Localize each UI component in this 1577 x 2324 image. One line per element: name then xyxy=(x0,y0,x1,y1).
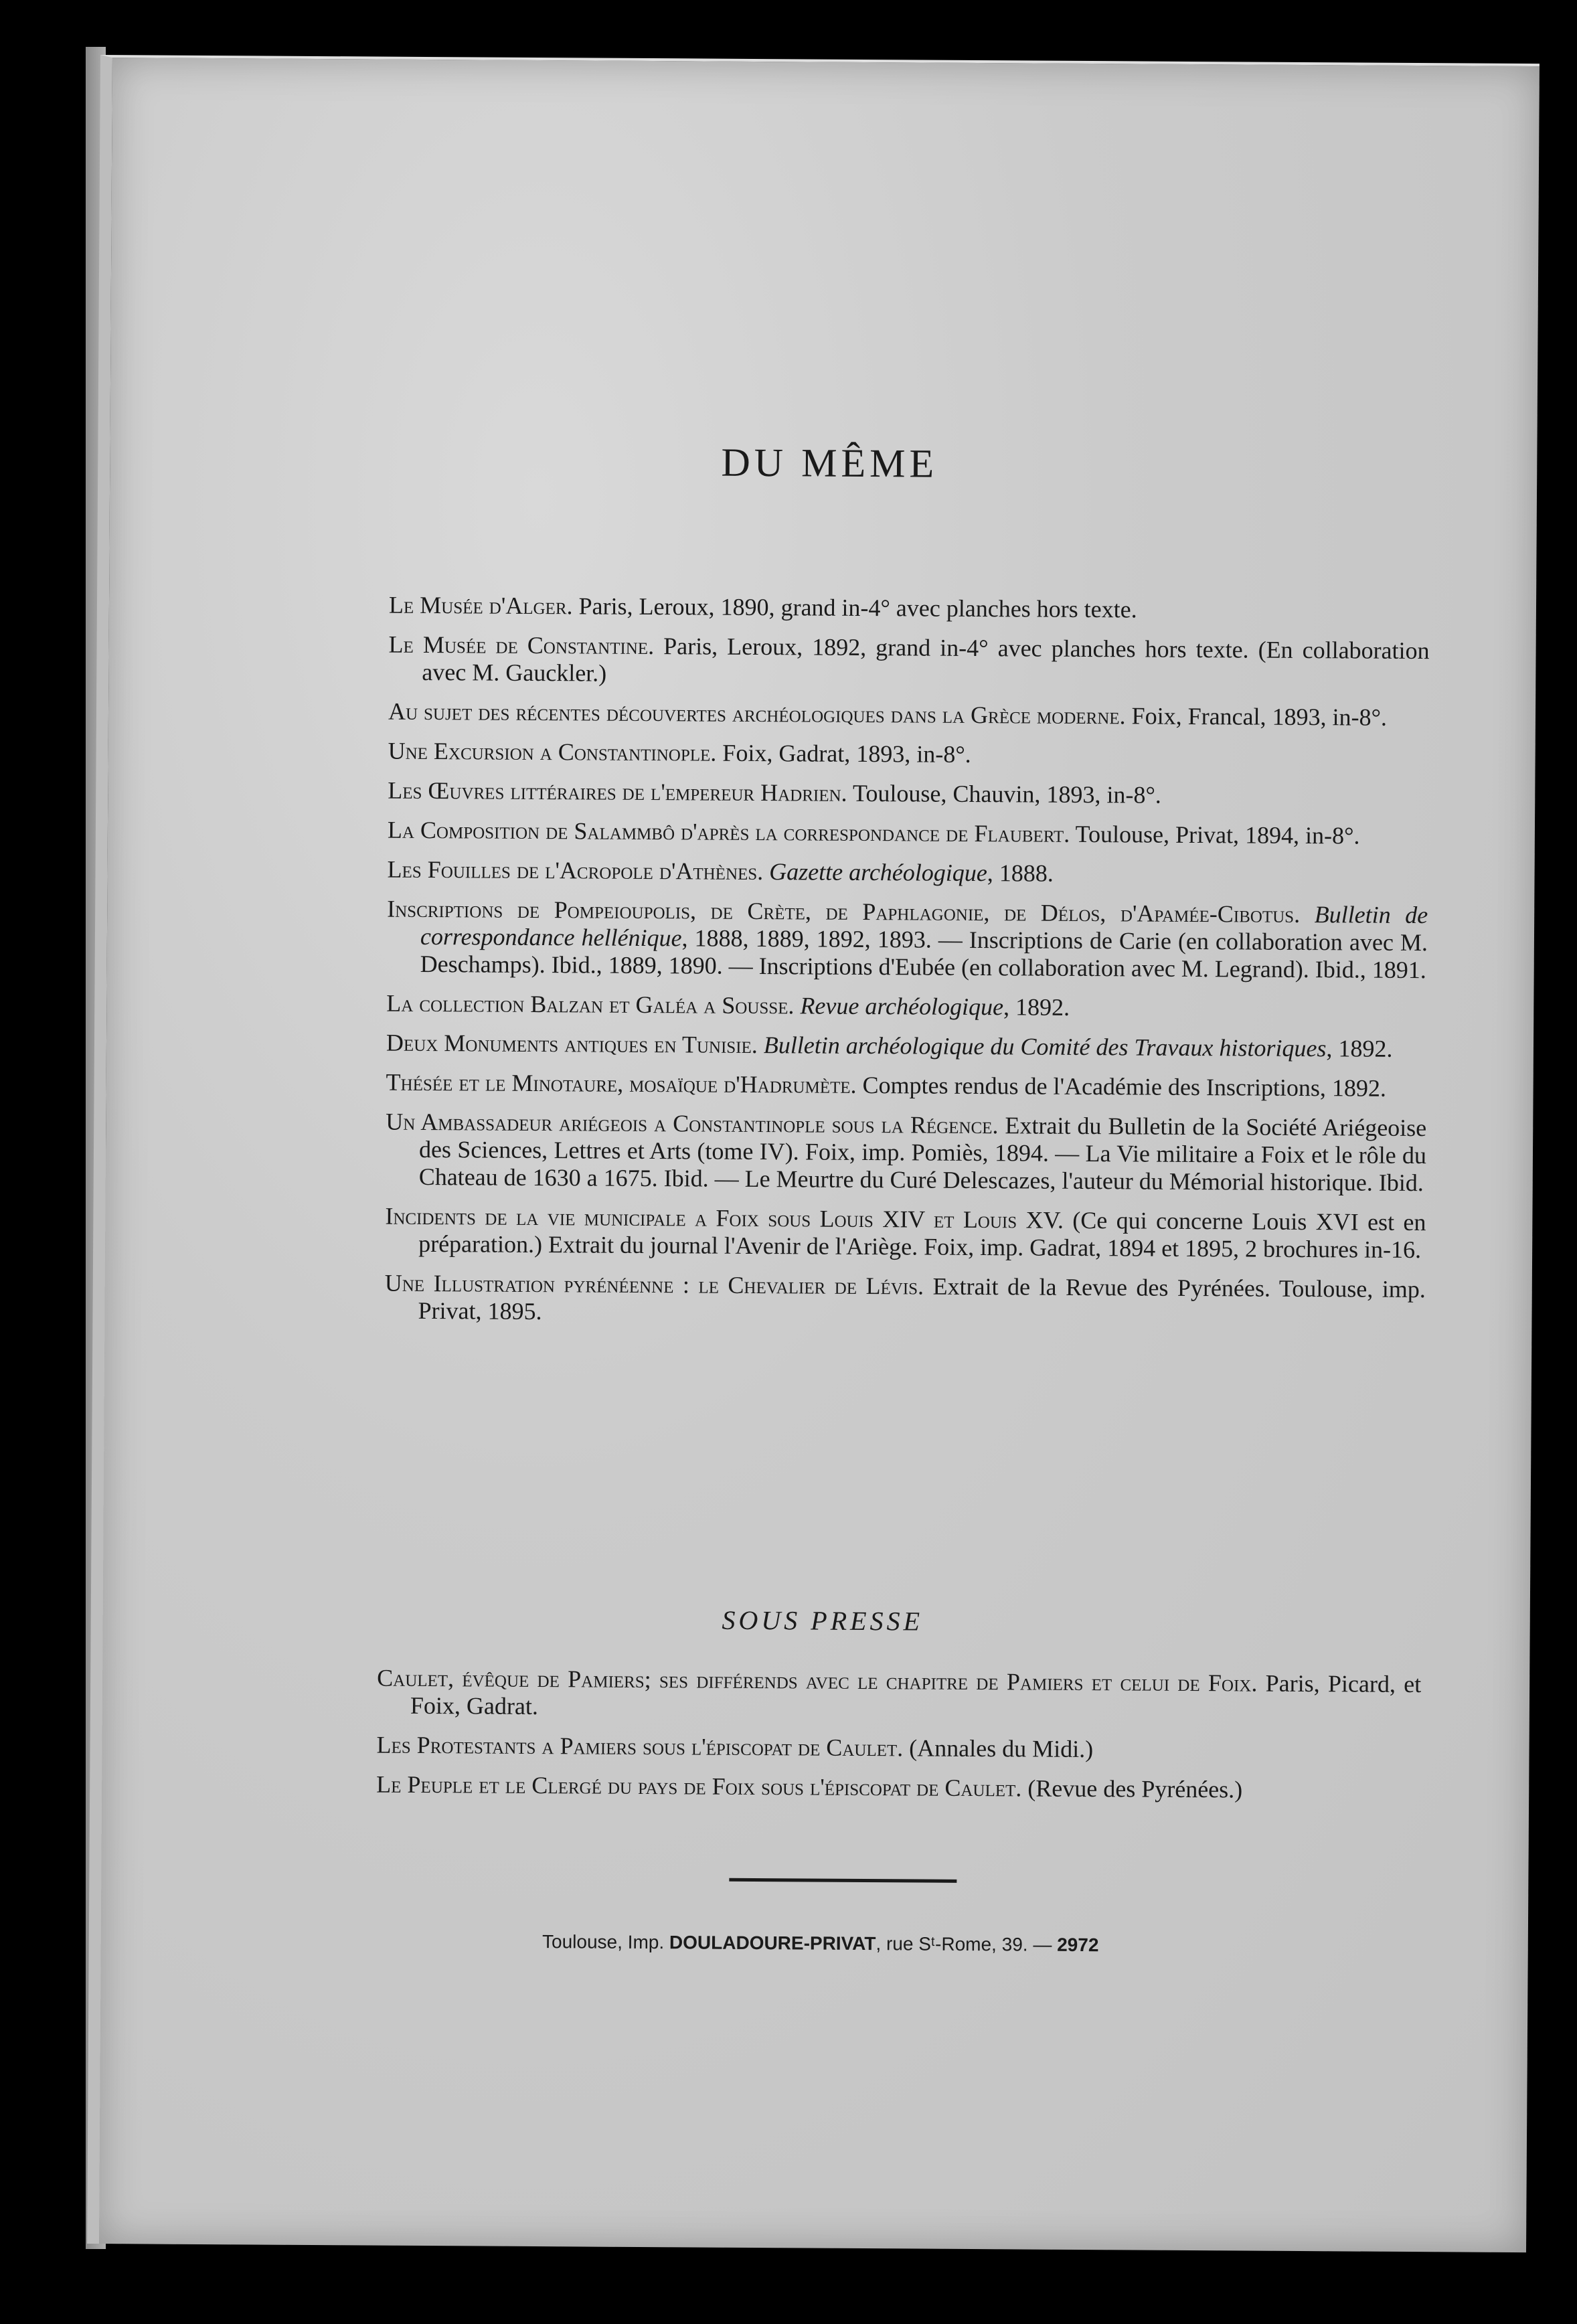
bibliography-entry-details: Toulouse, Privat, 1894, in-8°. xyxy=(1070,820,1360,849)
sous-presse-entry-details: (Revue des Pyrénées.) xyxy=(1021,1774,1243,1803)
bibliography-entry-title: Un Ambassadeur ariégeois a Constantinople sous la Régence. xyxy=(386,1108,999,1139)
sous-presse-entry-title: Les Protestants a Pamiers sous l'épiscopat de Caulet. xyxy=(376,1731,904,1762)
bibliography-entry xyxy=(386,1069,1427,1102)
bibliography-entry-journal: Revue archéologique xyxy=(794,992,1004,1021)
bibliography-entry-details: , 1888. xyxy=(987,859,1054,887)
bibliography-entry-details: Foix, Francal, 1893, in-8°. xyxy=(1125,702,1388,731)
sous-presse-list xyxy=(376,1665,1421,1817)
divider-rule xyxy=(729,1878,957,1883)
sous-presse-entry xyxy=(377,1665,1421,1726)
bibliography-entry-journal: Bulletin de correspondance hellénique xyxy=(420,900,1428,952)
bibliography-entry-details: Paris, Leroux, 1892, grand in-4° avec planches hors texte. (En collaboration avec M. Gauckler.) xyxy=(422,633,1430,687)
imprint-suffix: , rue Sᵗ-Rome, 39. — xyxy=(876,1933,1058,1955)
bibliography-entry xyxy=(384,1270,1425,1331)
sous-presse-entry-title: Caulet, évêque de Pamiers; ses différends avec le chapitre de Pamiers et celui de Foix. xyxy=(377,1664,1258,1697)
bibliography-entry xyxy=(385,1203,1426,1264)
bibliography-entry xyxy=(388,631,1429,692)
bibliography-entry-title: La collection Balzan et Galéa a Sousse. xyxy=(386,989,795,1019)
bibliography-entry-title: Thésée et le Minotaure, mosaïque d'Hadrumète. xyxy=(386,1068,857,1098)
sous-presse-entry-details: (Annales du Midi.) xyxy=(903,1734,1094,1763)
bibliography-entry-details: Toulouse, Chauvin, 1893, in-8°. xyxy=(847,779,1161,809)
sous-presse-entry-details: Paris, Picard, et Foix, Gadrat. xyxy=(410,1669,1422,1720)
bibliography-entry xyxy=(387,856,1428,890)
bibliography-entry xyxy=(386,1029,1427,1063)
bibliography-entry-details: (Ce qui concerne Louis XVI est en préparation.) Extrait du journal l'Avenir de l'Ariège. Foix, imp. Gadrat, 1894 et 1895, 2 brochures in-16. xyxy=(418,1206,1426,1264)
bibliography-entry-details: Paris, Leroux, 1890, grand in-4° avec planches hors texte. xyxy=(572,592,1137,623)
sous-presse-heading: SOUS PRESSE xyxy=(722,1604,924,1637)
bibliography-entry-title: Les Fouilles de l'Acropole d'Athènes. xyxy=(387,855,764,886)
bibliography-entry-details: Extrait de la Revue des Pyrénées. Toulouse, imp. Privat, 1895. xyxy=(418,1272,1426,1325)
bibliography-entry-title: Les Œuvres littéraires de l'empereur Hadrien. xyxy=(388,776,847,807)
bibliography-entry-details: Extrait du Bulletin de la Société Ariégeoise des Sciences, Lettres et Arts (tome IV). Foix, imp. Pomiès, 1894. — La Vie militaire a Foix et le rôle du Chateau de 1630 a 1675. Ibid. — Le Meurtre du Curé Delescazes, l'auteur du Mémorial historique. Ibid. xyxy=(418,1112,1427,1197)
sous-presse-entry-title: Le Peuple et le Clergé du pays de Foix sous l'épiscopat de Caulet. xyxy=(376,1770,1022,1802)
bibliography-entry-title: Une Excursion a Constantinople. xyxy=(388,737,717,766)
sous-presse-entry xyxy=(376,1732,1420,1766)
bibliography-list xyxy=(384,592,1430,1343)
book-page xyxy=(87,55,1540,2252)
bibliography-entry xyxy=(388,698,1429,732)
bibliography-entry xyxy=(388,738,1429,771)
bibliography-entry-details: Foix, Gadrat, 1893, in-8°. xyxy=(716,739,971,768)
bibliography-entry-title: Incidents de la vie municipale a Foix sous Louis XIV et Louis XV. xyxy=(385,1202,1064,1234)
bibliography-entry-journal: Gazette archéologique xyxy=(763,858,987,887)
imprint-printer: DOULADOURE-PRIVAT xyxy=(669,1932,876,1955)
bibliography-entry-title: Inscriptions de Pompeioupolis, de Crète, de Paphlagonie, de Délos, d'Apamée-Cibotus. xyxy=(387,895,1301,928)
imprint-number: 2972 xyxy=(1057,1934,1099,1956)
imprint-prefix: Toulouse, Imp. xyxy=(542,1931,670,1953)
bibliography-entry xyxy=(386,1108,1427,1197)
bibliography-entry xyxy=(389,592,1430,625)
bibliography-entry-journal: Bulletin archéologique du Comité des Travaux historiques xyxy=(757,1031,1327,1062)
bibliography-entry xyxy=(388,777,1428,811)
bibliography-entry xyxy=(388,817,1428,850)
bibliography-entry-title: Deux Monuments antiques en Tunisie. xyxy=(386,1029,758,1059)
bibliography-entry-details: , 1892. xyxy=(1326,1035,1393,1062)
sous-presse-entry xyxy=(376,1771,1420,1805)
bibliography-entry-details: , 1892. xyxy=(1003,993,1070,1021)
bibliography-entry-title: Au sujet des récentes découvertes archéologiques dans la Grèce moderne. xyxy=(388,697,1126,730)
bibliography-entry-title: La Composition de Salammbô d'après la correspondance de Flaubert. xyxy=(387,816,1070,847)
bibliography-entry-title: Le Musée d'Alger. xyxy=(388,591,573,620)
bibliography-entry xyxy=(386,990,1427,1023)
bibliography-entry xyxy=(387,896,1428,984)
bibliography-entry-title: Une Illustration pyrénéenne : le Chevalier de Lévis. xyxy=(384,1269,924,1300)
bibliography-entry-details: , 1888, 1889, 1892, 1893. — Inscriptions de Carie (en collaboration avec M. Deschamps). Ibid., 1889, 1890. — Inscriptions d'Eubée (en collaboration avec M. Legrand). Ibid., 1891. xyxy=(420,924,1428,984)
bibliography-entry-title: Le Musée de Constantine. xyxy=(388,631,655,660)
page-heading: DU MÊME xyxy=(721,440,938,486)
imprint-line xyxy=(101,1928,1540,1959)
bibliography-entry-details: Comptes rendus de l'Académie des Inscriptions, 1892. xyxy=(856,1071,1387,1102)
